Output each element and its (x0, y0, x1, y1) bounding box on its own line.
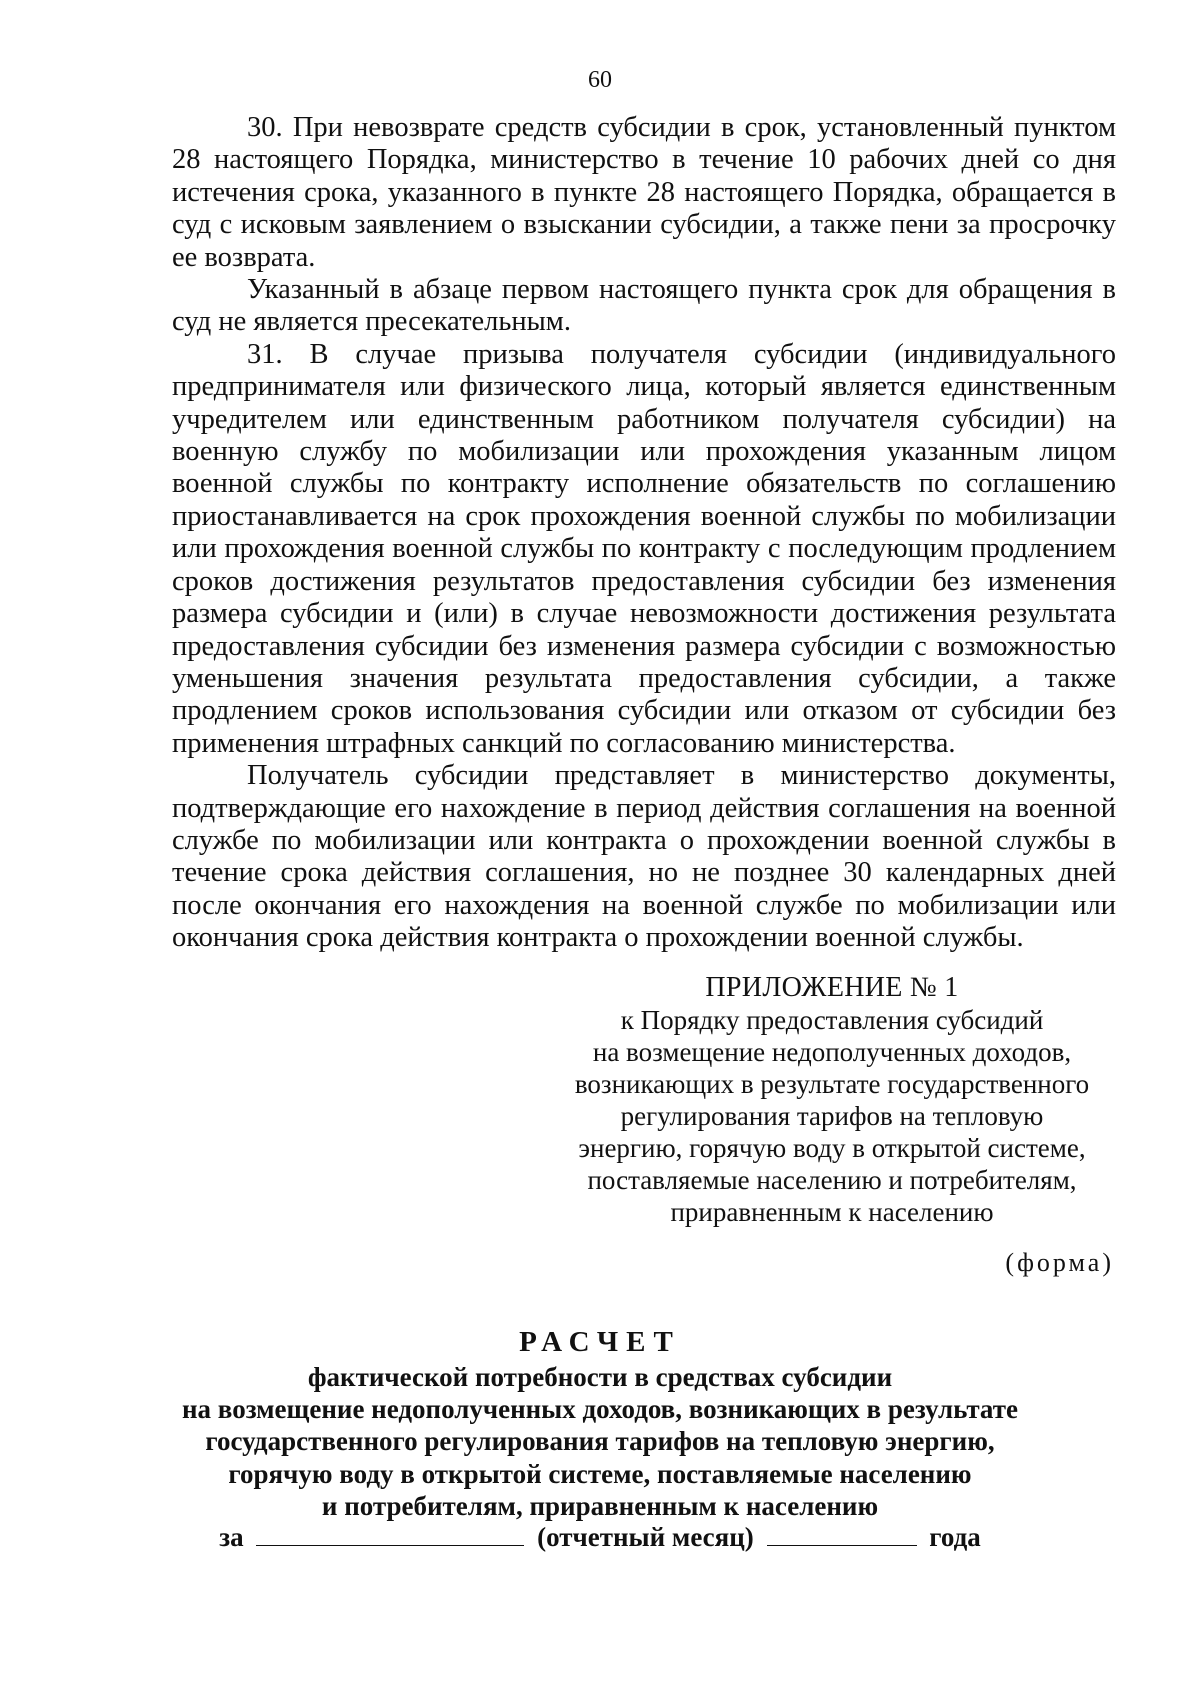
calculation-period (0, 1521, 1200, 1553)
calculation-subtitle-line: фактической потребности в средствах субсидии (307, 1362, 893, 1392)
appendix-header (552, 972, 1112, 1228)
calculation-subtitle-line: горячую воду в открытой системе, поставляемые населению (228, 1458, 972, 1489)
appendix-line: к Порядку предоставления субсидий (620, 1005, 1044, 1035)
appendix-line: регулирования тарифов на тепловую (620, 1101, 1044, 1131)
paragraph-30: 30. При невозврате средств субсидии в срок, установленный пунктом 28 настоящего Порядка, министерство в течение 10 рабочих дней со дня истечения срока, указанного в пункте 28 настоящего Порядка, обращается в суд с исковым заявлением о взыскании субсидии, а также пени за просрочку ее возврата. (172, 112, 1116, 273)
paragraph-31: 31. В случае призыва получателя субсидии (индивидуального предпринимателя или физического лица, который является единственным учредителем или единственным работником получателя субсидии) на военную службу по мобилизации или прохождения указанным лицом военной службы по контракту исполнение обязательств по соглашению приостанавливается на срок прохождения военной службы по мобилизации или прохождения военной службы по контракту с последующим продлением сроков достижения результатов предоставления субсидии без изменения размера субсидии и (или) в случае невозможности достижения результата предоставления субсидии без изменения размера субсидии с возможностью уменьшения значения результата предоставления субсидии, а также продлением сроков использования субсидии или отказом от субсидии без применения штрафных санкций по согласованию министерства. (172, 338, 1116, 759)
form-label: (форма) (1005, 1248, 1114, 1277)
period-suffix: года (929, 1522, 981, 1552)
body-text (172, 112, 1116, 955)
calculation-subtitle-line: государственного регулирования тарифов на тепловую энергию, (205, 1426, 995, 1457)
period-middle: (отчетный месяц) (537, 1522, 754, 1552)
appendix-line: возникающих в результате государственного (574, 1069, 1090, 1099)
year-blank-line (767, 1523, 917, 1546)
appendix-line: приравненным к населению (670, 1197, 994, 1227)
calculation-title: РАСЧЕТ (519, 1326, 681, 1358)
page-number: 60 (588, 67, 612, 93)
calculation-subtitle (0, 1361, 1200, 1522)
calculation-subtitle-line: на возмещение недополученных доходов, возникающих в результате (182, 1394, 1018, 1425)
appendix-line: поставляемые населению и потребителям, (587, 1165, 1077, 1195)
appendix-line: энергию, горячую воду в открытой системе, (578, 1133, 1086, 1163)
paragraph-30-note: Указанный в абзаце первом настоящего пункта срок для обращения в суд не является пресекательным. (172, 274, 1116, 338)
appendix-line: на возмещение недополученных доходов, (592, 1037, 1072, 1067)
appendix-title: ПРИЛОЖЕНИЕ № 1 (705, 972, 959, 1003)
paragraph-31-recipient: Получатель субсидии представляет в министерство документы, подтверждающие его нахождение в период действия соглашения на военной службе по мобилизации или контракта о прохождении военной службы в течение срока действия соглашения, но не позднее 30 календарных дней после окончания его нахождения на военной службе по мобилизации или окончания срока действия контракта о прохождении военной службы. (172, 760, 1116, 954)
period-prefix: за (219, 1522, 244, 1552)
month-blank-line (256, 1523, 524, 1546)
calculation-subtitle-line: и потребителям, приравненным к населению (321, 1490, 879, 1521)
